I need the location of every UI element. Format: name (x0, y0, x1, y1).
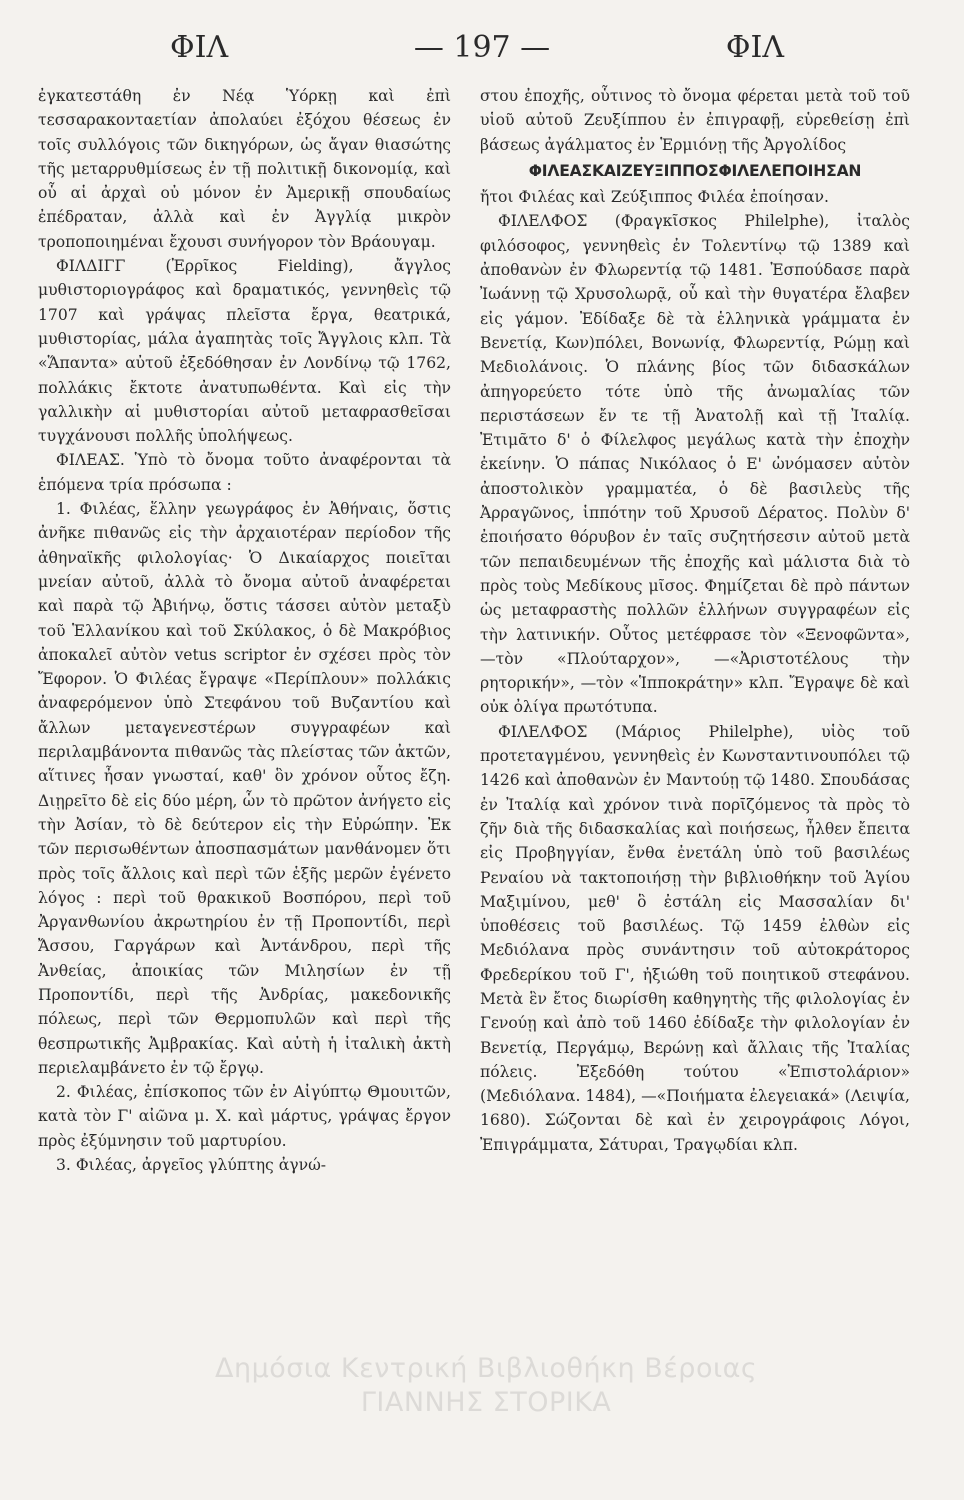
paragraph: ἐγκατεστάθη ἐν Νέᾳ Ὑόρκῃ καὶ ἐπὶ τεσσαρακονταετίαν ἀπολαύει ἐξόχου θέσεως ἐν τοῖς συλλόγοις τῶν δικηγόρων, ὡς ἄγαν θιασώτης τῆς μεταρρυθμίσεως ἐν τῇ πολιτικῇ δικονομίᾳ, καὶ οὗ αἱ ἀρχαὶ οὐ μόνον ἐν Ἀμερικῇ σπουδαίως ἐπέδραταν, ἀλλὰ καὶ ἐν Ἀγγλίᾳ μικρὸν τροποποιημέναι ἔχουσι συνήγορον τὸν Βράουγαμ. (38, 87, 451, 251)
entry-phileas-3: 3. Φιλέας, ἀργεῖος γλύπτης ἀγνώ- (56, 1156, 327, 1175)
left-column (38, 84, 451, 1177)
entry-filelfo-francesco: ΦΙΛΕΛΦΟΣ (Φραγκῖσκος Philelphe), ἰταλὸς φιλόσοφος, γεννηθεὶς ἐν Τολεντίνῳ τῷ 1389 καὶ ἀποθανὼν ἐν Φλωρεντίᾳ τῷ 1481. Ἐσπούδασε παρὰ Ἰωάννῃ τῷ Χρυσολωρᾷ, οὗ καὶ τὴν θυγατέρα ἔλαβεν εἰς γάμον. Ἐδίδαξε δὲ τὰ ἑλληνικὰ γράμματα ἐν Βενετίᾳ, Κων)πόλει, Βονωνίᾳ, Φλωρεντίᾳ, Ρώμῃ καὶ Μεδιολάνοις. Ὁ πλάνης βίος τῶν διδασκάλων ἀπηγορεύετο τότε ὑπὸ τῆς ἀνωμαλίας τῶν περιστάσεων ἔν τε τῇ Ἀνατολῇ καὶ τῇ Ἰταλίᾳ. Ἐτιμᾶτο δ' ὁ Φίλελφος μεγάλως κατὰ τὴν ἐποχὴν ἐκείνην. Ὁ πάπας Νικόλαος ὁ Ε' ὠνόμασεν αὐτὸν ἀποστολικὸν γραμματέα, ὁ δὲ βασιλεὺς τῆς Ἀρραγῶνος, ἱππότην τοῦ Χρυσοῦ Δέρατος. Πολὺν δ' ἐποιήσατο θόρυβον ἐν ταῖς συζητήσεσιν αὐτοῦ μετὰ τῶν πεπαιδευμένων τῆς ἐποχῆς καὶ μάλιστα διὰ τὸ πρὸς τοὺς Μεδίκους μῖσος. Φημίζεται δὲ πρὸ πάντων ὡς μεταφραστὴς πολλῶν ἑλλήνων συγγραφέων εἰς τὴν λατινικήν. Οὗτος μετέφρασε τὸν «Ξενοφῶντα», —τὸν «Πλούταρχον», —«Ἀριστοτέλους τὴν ρητορικήν», —τὸν «Ἱπποκράτην» κλπ. Ἔγραψε δὲ καὶ οὐκ ὀλίγα πρωτότυπα. (480, 212, 910, 717)
paragraph: ἤτοι Φιλέας καὶ Ζεύξιππος Φιλέα ἐποίησαν. (480, 188, 829, 207)
header-right-guide-word: ΦΙΛ (725, 30, 784, 65)
library-watermark (215, 1352, 757, 1420)
entry-phileas-2: 2. Φιλέας, ἐπίσκοπος τῶν ἐν Αἰγύπτῳ Θμουιτῶν, κατὰ τὸν Γ' αἰῶνα μ. Χ. καὶ μάρτυς, γράψας ἔργον πρὸς ἐξύμνησιν τοῦ μαρτυρίου. (38, 1083, 451, 1150)
right-column (480, 84, 910, 1157)
entry-fielding: ΦΙΛΔΙΓΓ (Ἐρρῖκος Fielding), ἄγγλος μυθιστοριογράφος καὶ δραματικός, γεννηθεὶς τῷ 1707 καὶ γράψας πλεῖστα ἔργα, θεατρικά, μυθιστορίας, μάλα ἀγαπητὰς τοῖς Ἄγγλοις κλπ. Τὰ «Ἅπαντα» αὐτοῦ ἐξεδόθησαν ἐν Λονδίνῳ τῷ 1762, πολλάκις ἔκτοτε ἀνατυπωθέντα. Καὶ εἰς τὴν γαλλικὴν αἱ μυθιστορίαι αὐτοῦ μεταφρασθεῖσαι τυγχάνουσι πολλῆς ὑπολήψεως. (38, 257, 451, 446)
entry-phileas: ΦΙΛΕΑΣ. Ὑπὸ τὸ ὄνομα τοῦτο ἀναφέρονται τὰ ἑπόμενα τρία πρόσωπα : (38, 451, 451, 494)
page-header (40, 30, 924, 80)
header-left-guide-word: ΦΙΛ (170, 30, 229, 65)
watermark-line: Δημόσια Κεντρική Βιβλιοθήκη Βέροιας (215, 1353, 758, 1384)
entry-phileas-1: 1. Φιλέας, ἕλλην γεωγράφος ἐν Ἀθήναις, ὅστις ἀνῆκε πιθανῶς εἰς τὴν ἀρχαιοτέραν περίοδον τῆς ἀθηναϊκῆς φιλολογίας· Ὁ Δικαίαρχος ποιεῖται μνείαν αὐτοῦ, ἀλλὰ τὸ ὄνομα αὐτοῦ ἀναφέρεται καὶ παρὰ τῷ Ἀβιήνῳ, ὅστις τάσσει αὐτὸν μεταξὺ τοῦ Ἑλλανίκου καὶ τοῦ Σκύλακος, ὁ δὲ Μακρόβιος ἀποκαλεῖ αὐτὸν vetus scriptor ἐν σχέσει πρὸς τὸν Ἔφορον. Ὁ Φιλέας ἔγραψε «Περίπλουν» πολλάκις ἀναφερόμενον ὑπὸ Στεφάνου τοῦ Βυζαντίου καὶ ἄλλων μεταγενεστέρων συγγραφέων καὶ περιλαμβάνοντα πιθανῶς τὰς πλείστας τῶν ἀκτῶν, αἵτινες ἦσαν γνωσταί, καθ' ὃν χρόνον οὗτος ἔζη. Διῃρεῖτο δὲ εἰς δύο μέρη, ὧν τὸ πρῶτον ἀνήγετο εἰς τὴν Ἀσίαν, τὸ δὲ δεύτερον εἰς τὴν Εὐρώπην. Ἐκ τῶν περισωθέντων ἀποσπασμάτων μανθάνομεν ὅτι πρὸς τοῖς ἄλλοις καὶ περὶ τῶν ἑξῆς μερῶν ἐγένετο λόγος : περὶ τοῦ θρακικοῦ Βοσπόρου, περὶ τοῦ Ἀργανθωνίου ἀκρωτηρίου ἐν τῇ Προποντίδι, περὶ Ἄσσου, Γαργάρων καὶ Ἀντάνδρου, περὶ τῆς Ἀνθείας, ἀποικίας τῶν Μιλησίων ἐν τῇ Προποντίδι, περὶ τῆς Ἀνδρίας, μακεδονικῆς πόλεως, περὶ τῶν Θερμοπυλῶν καὶ περὶ τῆς θεσπρωτικῆς Ἀμβρακίας. Καὶ αὐτὴ ἡ ἰταλικὴ ἀκτὴ περιελαμβάνετο ἐν τῷ ἔργῳ. (38, 500, 451, 1077)
page-number: — 197 — (413, 30, 551, 65)
watermark-line: ΓΙΑΝΝΗΣ ΣΤΟΡΙΚΑ (360, 1387, 612, 1418)
inscription: ΦΙΛΕΑΣΚΑΙΖΕΥΞΙΠΠΟΣΦΙΛΕΛΕΠΟΙΗΣΑΝ (528, 161, 862, 180)
entry-filelfo-mario: ΦΙΛΕΛΦΟΣ (Μάριος Philelphe), υἱὸς τοῦ προτεταγμένου, γεννηθεὶς ἐν Κωνσταντινουπόλει τῷ 1426 καὶ ἀποθανὼν ἐν Μαντούῃ τῷ 1480. Σπουδάσας ἐν Ἰταλίᾳ καὶ χρόνον τινὰ πορῑζόμενος τὰ πρὸς τὸ ζῆν διὰ τῆς διδασκαλίας καὶ ποιήσεως, ἦλθεν ἔπειτα εἰς Προβηγγίαν, ἔνθα ἐνετάλη ὑπὸ τοῦ βασιλέως Ρεναίου νὰ τακτοποιήσῃ τὴν βιβλιοθήκην τοῦ Ἁγίου Μαξιμίνου, μεθ' ὃ ἐστάλη εἰς Μασσαλίαν δι' ὑποθέσεις τοῦ βασιλέως. Τῷ 1459 ἐλθὼν εἰς Μεδιόλανα πρὸς συνάντησιν τοῦ αὐτοκράτορος Φρεδερίκου τοῦ Γ', ἠξιώθη τοῦ ποιητικοῦ στεφάνου. Μετὰ ἓν ἔτος διωρίσθη καθηγητὴς τῆς φιλολογίας ἐν Γενούῃ καὶ ἀπὸ τοῦ 1460 ἐδίδαξε τὴν φιλολογίαν ἐν Βενετίᾳ, Περγάμῳ, Βερώνῃ καὶ ἄλλαις τῆς Ἰταλίας πόλεις. Ἐξεδόθη τούτου «Ἐπιστολάριον» (Μεδιόλανα. 1484), —«Ποιήματα ἐλεγειακά» (Λειψία, 1680). Σώζονται δὲ καὶ ἐν χειρογράφοις Λόγοι, Ἐπιγράμματα, Σάτυραι, Τραγῳδίαι κλπ. (480, 722, 910, 1154)
paragraph: στου ἐποχῆς, οὗτινος τὸ ὄνομα φέρεται μετὰ τοῦ τοῦ υἱοῦ αὐτοῦ Ζευξίππου ἐν ἐπιγραφῇ, εὑρεθείσῃ ἐπὶ βάσεως ἀγάλματος ἐν Ἑρμιόνῃ τῆς Ἀργολίδος (480, 87, 910, 154)
